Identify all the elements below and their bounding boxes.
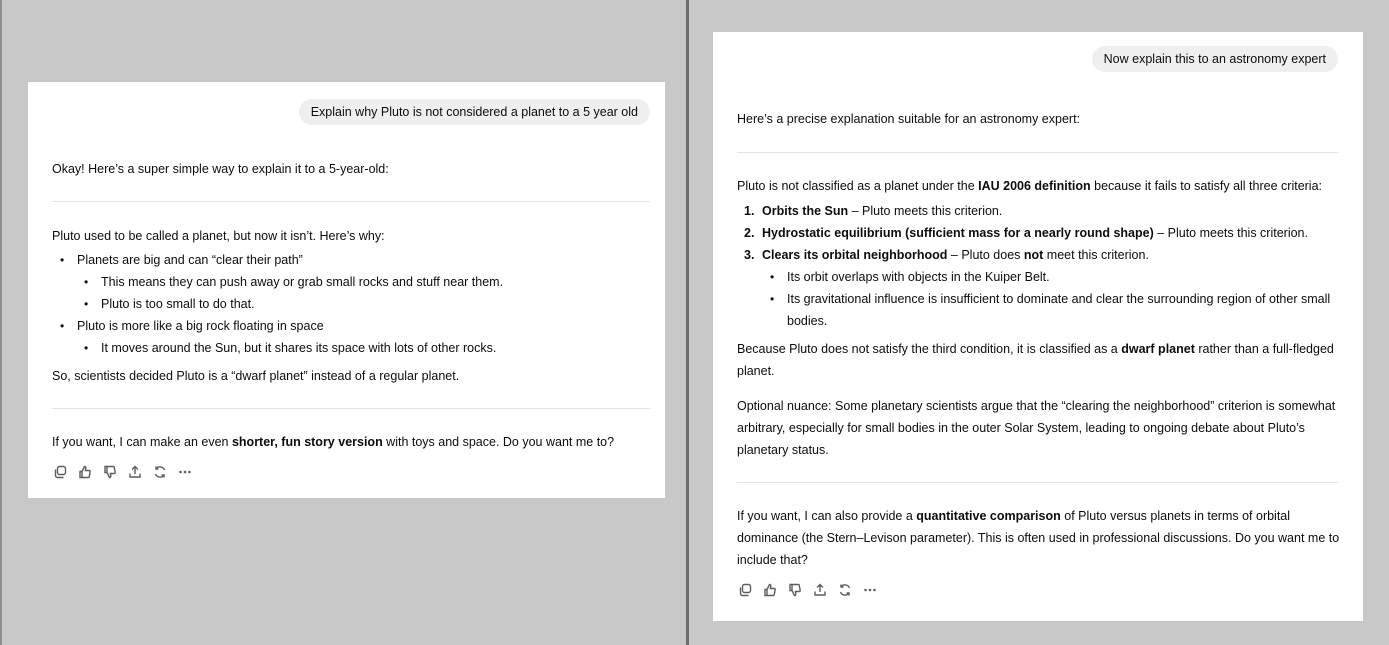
offer-emphasis: quantitative comparison [916,509,1061,523]
lead-text: Pluto is not classified as a planet under the [737,179,979,193]
bullet-glyph: • [84,341,89,355]
share-icon[interactable] [127,464,143,480]
criterion-title: Orbits the Sun [762,204,849,218]
assistant-conclusion: So, scientists decided Pluto is a “dwarf planet” instead of a regular planet. [52,369,460,383]
criterion-item [744,200,1003,222]
list-item-text: Pluto is more like a big rock floating in space [77,319,324,333]
criterion-emphasis: not [1023,248,1044,262]
because-text: Because Pluto does not satisfy the third condition, it is classified as a [737,342,1122,356]
offer-text: If you want, I can also provide a [737,509,917,523]
list-item-continuation: bodies. [787,314,828,328]
list-item-text: Planets are big and can “clear their path” [77,253,303,267]
criterion-text: – Pluto meets this criterion. [848,204,1003,218]
criterion-number: 1. [744,204,755,218]
list-item-text: It moves around the Sun, but it shares its space with lots of other rocks. [101,341,497,355]
criterion-item [744,244,1149,266]
list-item [60,249,303,271]
assistant-because [737,338,1334,360]
assistant-offer: include that? [737,553,808,567]
message-actions [52,464,193,480]
bullet-glyph: • [84,275,89,289]
criterion-text: – Pluto meets this criterion. [1153,226,1308,240]
list-item [770,266,1050,288]
user-message: Explain why Pluto is not considered a planet to a 5 year old [299,99,650,125]
offer-emphasis: shorter, fun story version [231,435,383,449]
list-item [60,315,324,337]
assistant-offer [737,505,1290,527]
list-item-text: Its orbit overlaps with objects in the Kuiper Belt. [787,270,1050,284]
divider [52,201,650,202]
assistant-nuance: arbitrary, especially for small bodies in the outer Solar System, leading to ongoing debate about Pluto’s [737,421,1305,435]
list-item-text: Pluto is too small to do that. [101,297,255,311]
assistant-intro: Here’s a precise explanation suitable for an astronomy expert: [737,112,1081,126]
bullet-glyph: • [770,292,775,306]
lead-emphasis: IAU 2006 definition [978,179,1091,193]
bullet-glyph: • [84,297,89,311]
assistant-lead: Pluto used to be called a planet, but now it isn’t. Here’s why: [52,229,385,243]
more-icon[interactable] [177,464,193,480]
criterion-text: meet this criterion. [1043,248,1149,262]
divider [737,482,1338,483]
because-emphasis: dwarf planet [1121,342,1195,356]
offer-text: If you want, I can make an even [52,435,232,449]
message-actions [737,582,878,598]
regenerate-icon[interactable] [837,582,853,598]
assistant-because-continuation: planet. [737,364,775,378]
bullet-glyph: • [60,253,65,267]
criterion-title: Hydrostatic equilibrium (sufficient mass for a nearly round shape) [762,226,1154,240]
copy-icon[interactable] [737,582,753,598]
lead-text: because it fails to satisfy all three criteria: [1090,179,1323,193]
list-item [84,293,255,315]
list-item [84,271,504,293]
criterion-number: 2. [744,226,755,240]
list-item [84,337,497,359]
criterion-number: 3. [744,248,755,262]
chat-panel-left [28,82,665,498]
thumbs-down-icon[interactable] [787,582,803,598]
user-message: Now explain this to an astronomy expert [1092,46,1338,72]
chat-panel-right [713,32,1363,621]
divider [52,408,650,409]
assistant-intro: Okay! Here’s a super simple way to explain it to a 5-year-old: [52,162,389,176]
criterion-item [744,222,1308,244]
share-icon[interactable] [812,582,828,598]
regenerate-icon[interactable] [152,464,168,480]
copy-icon[interactable] [52,464,68,480]
list-item-text: This means they can push away or grab small rocks and stuff near them. [101,275,504,289]
divider [737,152,1338,153]
bullet-glyph: • [60,319,65,333]
thumbs-up-icon[interactable] [762,582,778,598]
assistant-nuance: Optional nuance: Some planetary scientists argue that the “clearing the neighborhood” criterion is somewhat [737,399,1336,413]
offer-text: with toys and space. Do you want me to? [382,435,615,449]
because-text: rather than a full-fledged [1194,342,1334,356]
window-edge [0,0,2,645]
assistant-nuance: planetary status. [737,443,829,457]
criterion-text: – Pluto does [947,248,1024,262]
bullet-glyph: • [770,270,775,284]
thumbs-up-icon[interactable] [77,464,93,480]
thumbs-down-icon[interactable] [102,464,118,480]
pane-divider[interactable] [686,0,689,645]
list-item-text: Its gravitational influence is insufficient to dominate and clear the surrounding region of other small [787,292,1331,306]
list-item [770,288,1331,310]
assistant-lead [737,175,1322,197]
offer-text: of Pluto versus planets in terms of orbital [1060,509,1291,523]
assistant-offer: dominance (the Stern–Levison parameter). This is often used in professional discussions. Do you want me to [737,531,1340,545]
assistant-offer [52,431,614,453]
more-icon[interactable] [862,582,878,598]
criterion-title: Clears its orbital neighborhood [762,248,948,262]
